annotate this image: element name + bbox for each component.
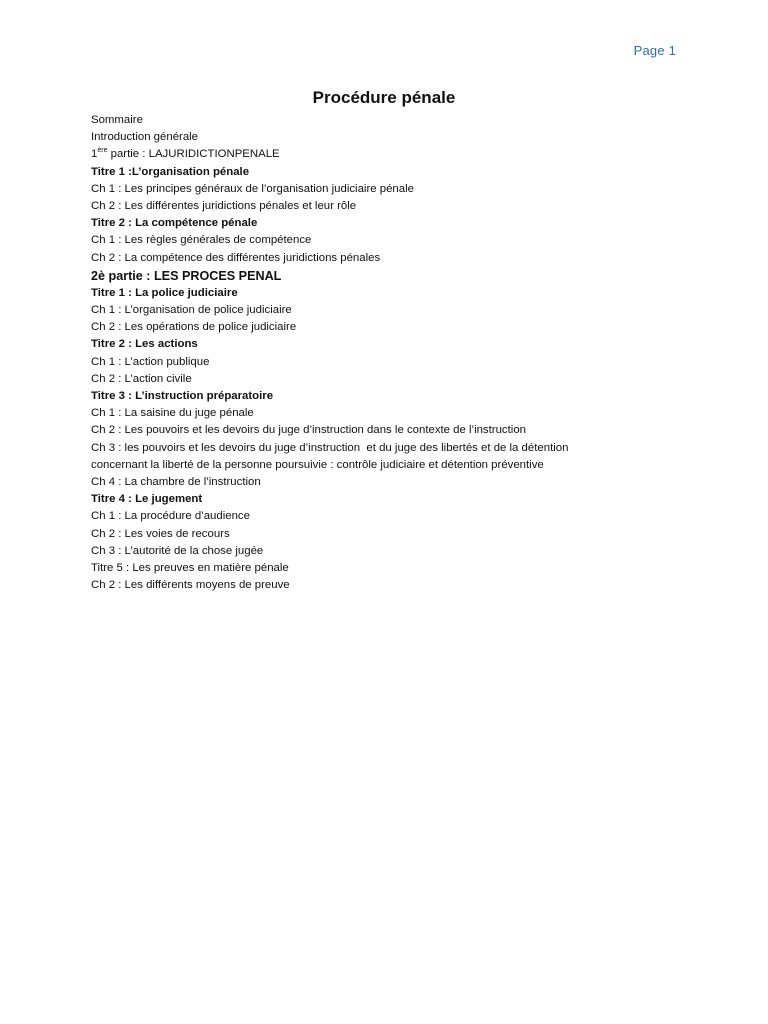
page-number: Page 1 <box>633 43 676 58</box>
toc-line: Ch 2 : Les voies de recours <box>91 527 230 540</box>
toc-line: Sommaire <box>91 114 143 126</box>
toc-line: Ch 2 : Les pouvoirs et les devoirs du juge d’instruction dans le contexte de l’instruction <box>91 424 526 437</box>
toc-line: Ch 1 : Les règles générales de compétence <box>91 234 312 247</box>
toc-line-prefix: 1 <box>91 148 98 161</box>
toc-line: Ch 2 : Les différents moyens de preuve <box>91 579 290 592</box>
toc-line: Ch 1 : L’action publique <box>91 355 210 368</box>
toc-line-superscript: ère <box>97 147 108 155</box>
toc-line: Ch 2 : L’action civile <box>91 372 192 385</box>
toc-line: Ch 4 : La chambre de l’instruction <box>91 476 261 489</box>
document-title: Procédure pénale <box>312 88 456 107</box>
toc-line: Titre 4 : Le jugement <box>91 493 203 506</box>
toc-line: Titre 1 :L’organisation pénale <box>91 165 250 178</box>
toc-line: Ch 3 : L’autorité de la chose jugée <box>91 544 264 557</box>
toc-line: Titre 2 : Les actions <box>91 338 198 351</box>
toc-line-text: partie : LAJURIDICTIONPENALE <box>107 148 280 161</box>
table-of-contents <box>91 112 691 594</box>
toc-line: Ch 1 : L’organisation de police judiciaire <box>91 304 292 317</box>
toc-line: Ch 1 : La procédure d’audience <box>91 510 250 523</box>
toc-line: Ch 3 : les pouvoirs et les devoirs du juge d’instruction et du juge des libertés et de la détention <box>91 441 569 454</box>
toc-line <box>91 146 691 163</box>
toc-line: Ch 2 : Les différentes juridictions pénales et leur rôle <box>91 200 357 213</box>
toc-line: Titre 1 : La police judiciaire <box>91 286 238 299</box>
toc-line: Ch 2 : Les opérations de police judiciaire <box>91 321 297 334</box>
toc-line: 2è partie : LES PROCES PENAL <box>91 268 282 283</box>
toc-line: Titre 3 : L’instruction préparatoire <box>91 390 274 403</box>
toc-line: Ch 2 : La compétence des différentes juridictions pénales <box>91 251 381 264</box>
toc-line: Titre 5 : Les preuves en matière pénale <box>91 562 289 575</box>
toc-line: Ch 1 : La saisine du juge pénale <box>91 407 254 420</box>
toc-line: Titre 2 : La compétence pénale <box>91 217 258 230</box>
toc-line: concernant la liberté de la personne poursuivie : contrôle judiciaire et détention préventive <box>91 458 544 471</box>
toc-line: Introduction générale <box>91 131 199 144</box>
toc-line: Ch 1 : Les principes généraux de l’organisation judiciaire pénale <box>91 182 414 195</box>
